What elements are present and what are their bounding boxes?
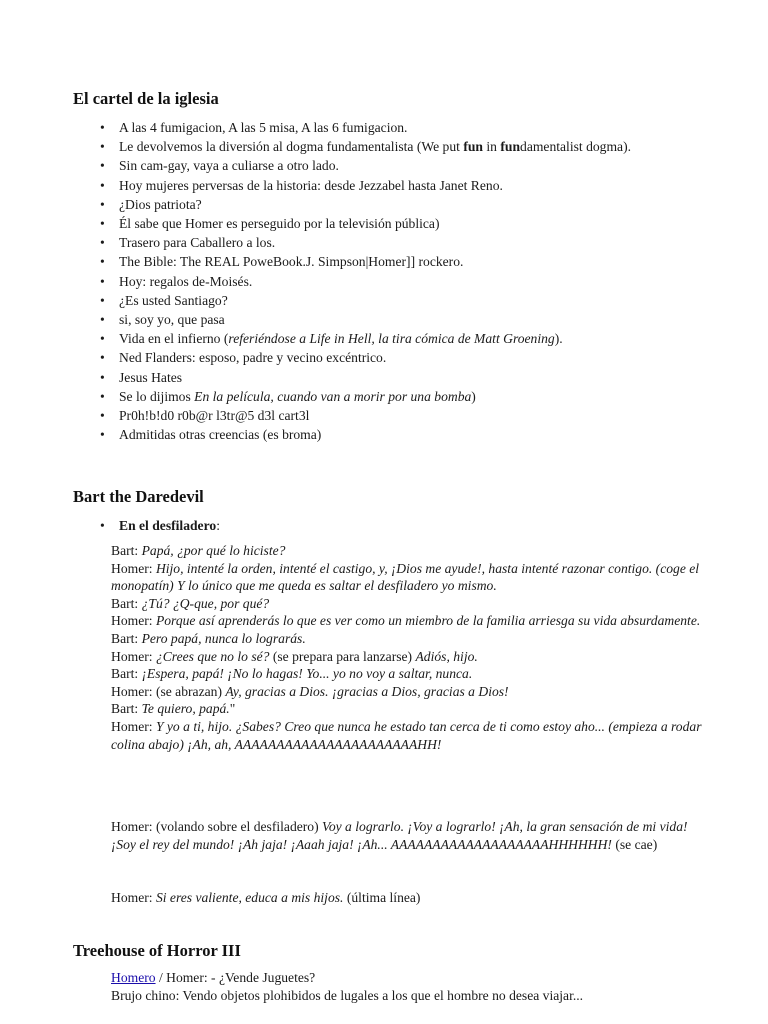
- list-item: • ¿Dios patriota?: [100, 195, 740, 214]
- list-item: • Pr0h!b!d0 r0b@r l3tr@5 d3l cart3l: [100, 406, 740, 425]
- dialogue-block: [111, 818, 711, 853]
- list-item: • Sin cam-gay, vaya a culiarse a otro lado.: [100, 156, 740, 175]
- dialogue-line: Bart: Papá, ¿por qué lo hiciste?: [111, 543, 286, 558]
- dialogue-line: Homer: (volando sobre el desfiladero) Voy a lograrlo. ¡Voy a lograrlo! ¡Ah, la gran sensación de mi vida! ¡Soy el rey del mundo! ¡Ah jaja! ¡Aaah jaja! ¡Ah... AAAAAAAAAAAAAAAAAAAHHHHHH! (se cae): [111, 819, 688, 852]
- list-item: • ¿Es usted Santiago?: [100, 291, 740, 310]
- list-item: • Trasero para Caballero a los.: [100, 233, 740, 252]
- church-sign-list: [100, 118, 740, 444]
- dialogue-line: Homer: Hijo, intenté la orden, intenté el castigo, y, ¡Dios me ayude!, hasta intenté razonar contigo. (coge el monopatín) Y lo único que me queda es saltar el desfiladero yo mismo.: [111, 560, 700, 594]
- homero-link[interactable]: Homero: [111, 970, 156, 985]
- list-item: • Vida en el infierno (referiéndose a Life in Hell, la tira cómica de Matt Groening).: [100, 329, 740, 348]
- list-item: • Admitidas otras creencias (es broma): [100, 425, 740, 444]
- dialogue-line: Homer: (se abrazan) Ay, gracias a Dios. ¡gracias a Dios, gracias a Dios!: [111, 683, 509, 699]
- dialogue-line: Bart: ¡Espera, papá! ¡No lo hagas! Yo... yo no voy a saltar, nunca.: [111, 666, 473, 682]
- daredevil-list: [100, 516, 740, 535]
- list-item: • Ned Flanders: esposo, padre y vecino excéntrico.: [100, 348, 740, 367]
- dialogue-line: Homero / Homer: - ¿Vende Juguetes?: [111, 970, 316, 985]
- list-item: • Hoy mujeres perversas de la historia: desde Jezzabel hasta Janet Reno.: [100, 176, 740, 195]
- dialogue-line: Bart: Pero papá, nunca lo lograrás.: [111, 630, 306, 646]
- list-item: • si, soy yo, que pasa: [100, 310, 740, 329]
- list-item: • Le devolvemos la diversión al dogma fundamentalista (We put fun in fundamentalist dogma).: [100, 137, 740, 156]
- list-item: • Él sabe que Homer es perseguido por la televisión pública): [100, 214, 740, 233]
- dialogue-line: Brujo chino: Vendo objetos plohibidos de lugales a los que el hombre no desea viajar...: [111, 987, 584, 1003]
- treehouse-block: [111, 969, 751, 1004]
- dialogue-line: Bart: Te quiero, papá.": [111, 701, 236, 717]
- list-item: • En el desfiladero:: [100, 516, 740, 535]
- dialogue-line: Homer: Y yo a ti, hijo. ¿Sabes? Creo que nunca he estado tan cerca de ti como estoy aho... (empieza a rodar colina abajo) ¡Ah, ah, AAAAAAAAAAAAAAAAAAAAAAHH!: [111, 718, 702, 752]
- section-title-daredevil: Bart the Daredevil: [73, 487, 204, 506]
- section-title-treehouse: Treehouse of Horror III: [73, 941, 241, 960]
- list-item: • Jesus Hates: [100, 368, 740, 387]
- dialogue-block: [111, 889, 711, 907]
- list-item: • Se lo dijimos En la película, cuando van a morir por una bomba): [100, 387, 740, 406]
- list-item: • The Bible: The REAL PoweBook.J. Simpson|Homer]] rockero.: [100, 252, 740, 271]
- list-item: • A las 4 fumigacion, A las 5 misa, A las 6 fumigacion.: [100, 118, 740, 137]
- section-title-church-sign: El cartel de la iglesia: [73, 89, 219, 108]
- dialogue-line: Bart: ¿Tú? ¿Q-que, por qué?: [111, 595, 270, 611]
- dialogue-line: Homer: Si eres valiente, educa a mis hijos. (última línea): [111, 890, 421, 905]
- list-item: • Hoy: regalos de-Moisés.: [100, 272, 740, 291]
- dialogue-line: Homer: Porque así aprenderás lo que es ver como un miembro de la familia arriesga su vida absurdamente.: [111, 613, 701, 629]
- dialogue-line: Homer: ¿Crees que no lo sé? (se prepara para lanzarse) Adiós, hijo.: [111, 648, 478, 664]
- dialogue-block: [111, 542, 711, 753]
